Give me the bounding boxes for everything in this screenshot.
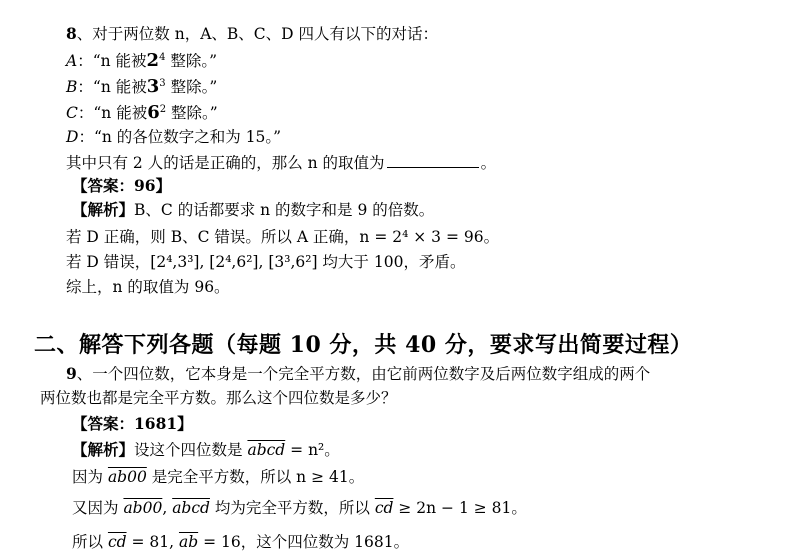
- statement-c-base: 6: [147, 102, 160, 123]
- q8-statement-b: [66, 77, 217, 97]
- q9-sol-l4-post: = 16，这个四位数为 1681。: [198, 533, 410, 551]
- statement-c-tail: 整除。”: [166, 104, 218, 122]
- speaker-d: D: [66, 128, 79, 146]
- section-heading: 二、解答下列各题（每题 10 分，共 40 分，要求写出简要过程）: [34, 332, 693, 358]
- q9-sol-l3-post: ≥ 2n − 1 ≥ 81。: [393, 499, 527, 517]
- q8-ask-end: 。: [480, 154, 497, 172]
- q9-number: 9: [66, 364, 77, 383]
- q8-solution-line4: 综上，n 的取值为 96。: [66, 278, 230, 296]
- q9-sol-l4-ab: $\overline{ab}$: [178, 533, 199, 551]
- q8-solution-l1: B、C 的话都要求 n 的数字和是 9 的倍数。: [134, 201, 435, 219]
- q8-answer: 【答案：96】: [72, 176, 172, 195]
- q9-sol-l4-cd: $\overline{cd}$: [107, 533, 127, 551]
- q9-sol-l1-abcd: abcd: [247, 441, 286, 459]
- q9-stem: 、一个四位数，它本身是一个完全平方数，由它前两位数字及后两位数字组成的两个: [76, 365, 651, 383]
- q9-sol-l4-mid: = 81,: [126, 533, 179, 551]
- statement-a-text: ：“n 能被: [77, 52, 147, 70]
- q9-sol-l2-ab00: ab00: [107, 468, 147, 486]
- q9-line1: [66, 364, 650, 384]
- statement-a-base: 2: [146, 50, 160, 71]
- q9-sol-l3-ab00: ab00: [123, 499, 163, 517]
- q9-sol-l4-pre: 所以: [72, 533, 108, 551]
- q8-line1: [66, 24, 438, 44]
- answer-blank: [387, 151, 479, 168]
- q9-sol-l3-pre: 又因为: [72, 499, 124, 517]
- statement-b-tail: 整除。”: [165, 78, 218, 96]
- statement-d-text: ：“n 的各位数字之和为 15。”: [78, 128, 282, 146]
- q9-sol-l2-pre: 因为: [72, 468, 108, 486]
- q9-sol-l1-pre: 设这个四位数是: [134, 441, 248, 459]
- q8-stem: 、对于两位数 n，A、B、C、D 四人有以下的对话：: [76, 25, 439, 43]
- q9-solution-line1: [72, 440, 340, 460]
- q9-sol-l2-post: 是完全平方数，所以 n ≥ 41。: [146, 468, 365, 486]
- q8-solution-line2: 若 D 正确，则 B、C 错误。所以 A 正确，n = 2⁴ × 3 = 96。: [66, 228, 500, 246]
- statement-a-exp: 4: [159, 51, 166, 63]
- q8-statement-c: [66, 103, 218, 123]
- speaker-a: A: [66, 52, 78, 70]
- q8-solution-tag: 【解析】: [72, 200, 135, 219]
- statement-c-exp: 2: [159, 103, 167, 115]
- q9-solution-line3: [72, 498, 527, 518]
- speaker-c: C: [66, 104, 78, 122]
- q9-solution-line2: [72, 467, 364, 487]
- q8-ask: [66, 151, 496, 173]
- q8-number: 8: [66, 24, 77, 43]
- q9-sol-l1-post: = n²。: [285, 441, 340, 459]
- statement-c-text: ：“n 能被: [77, 104, 148, 122]
- q9-sol-l3-mid: 均为完全平方数，所以: [209, 499, 375, 517]
- q9-sol-l3-sep: ,: [162, 499, 173, 517]
- q8-solution-line1: [72, 200, 434, 220]
- q9-sol-l3-abcd: abcd: [172, 499, 210, 517]
- q8-statement-d: [66, 127, 281, 147]
- q8-solution-line3: 若 D 错误，[2⁴,3³], [2⁴,6²], [3³,6²] 均大于 100，矛盾。: [66, 253, 466, 271]
- statement-b-exp: 3: [159, 77, 166, 89]
- q9-solution-line4: [72, 532, 409, 552]
- statement-b-text: ：“n 能被: [77, 78, 147, 96]
- q9-line2: 两位数也都是完全平方数。那么这个四位数是多少？: [40, 389, 397, 407]
- q8-statement-a: [66, 51, 217, 71]
- q9-solution-tag: 【解析】: [72, 440, 135, 459]
- statement-a-tail: 整除。”: [165, 52, 218, 70]
- speaker-b: B: [66, 78, 78, 96]
- q9-sol-l3-cd: $\overline{cd}$: [374, 499, 394, 517]
- q8-ask-text: 其中只有 2 人的话是正确的，那么 n 的取值为: [66, 154, 385, 172]
- q9-answer: 【答案：1681】: [72, 414, 193, 433]
- statement-b-base: 3: [146, 76, 160, 97]
